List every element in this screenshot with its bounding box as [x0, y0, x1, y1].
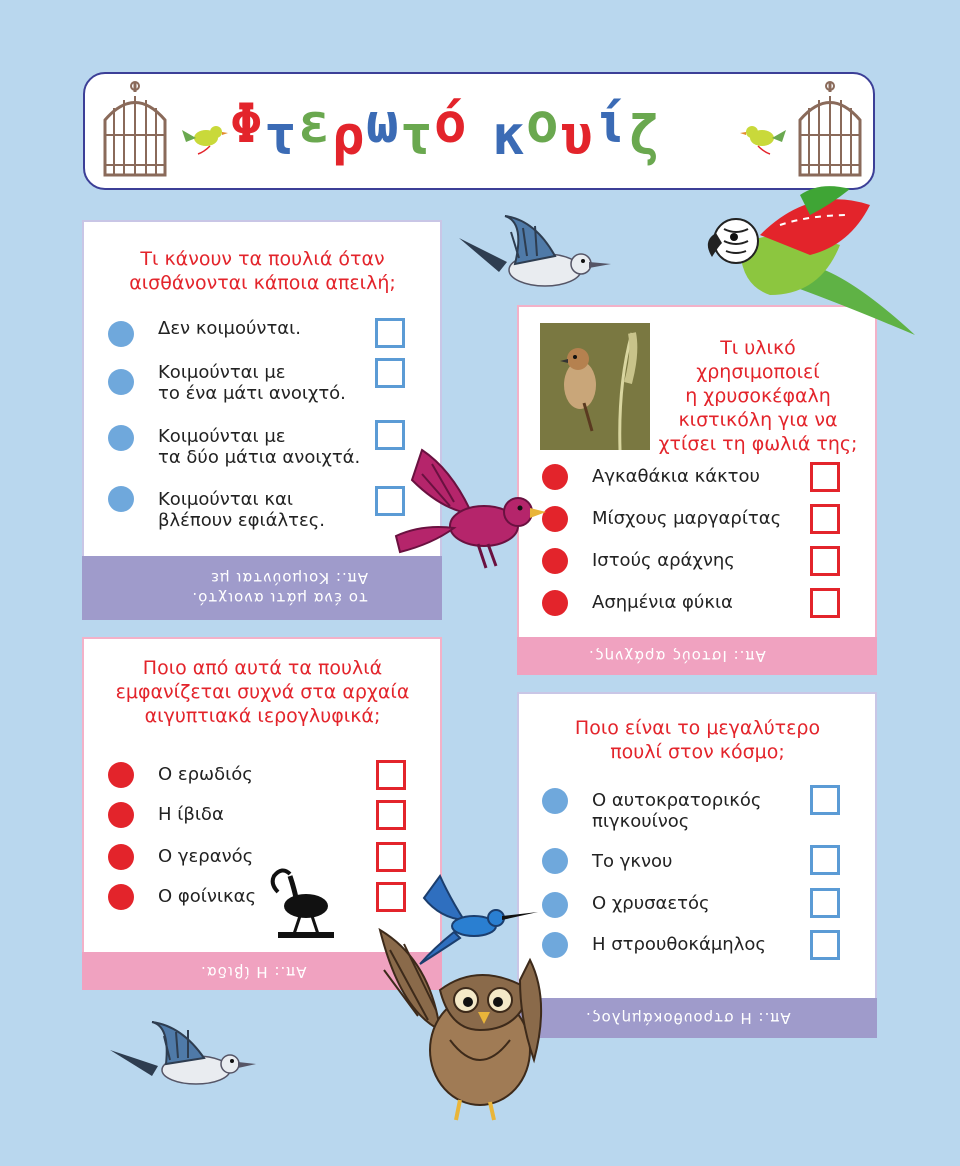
title-letter: ο	[526, 92, 559, 155]
option-bullet	[108, 884, 134, 910]
answer-text-upside-down: Απ.: Η στρουθοκάμηλος.	[585, 1009, 791, 1027]
option-bullet	[108, 321, 134, 347]
quiz-question-biggest-bird: Ποιο είναι το μεγαλύτερο πουλί στον κόσμο;	[574, 717, 821, 763]
bird-photo	[540, 323, 650, 450]
answer-checkbox[interactable]	[810, 888, 840, 918]
bird-cage-icon-right	[795, 80, 865, 180]
option-label: Ο γερανός	[158, 846, 254, 867]
option-label: Κοιμούνται με τα δύο μάτια ανοιχτά.	[158, 426, 361, 468]
title-letter: ρ	[332, 104, 365, 167]
answer-checkbox[interactable]	[810, 845, 840, 875]
option-bullet	[542, 892, 568, 918]
option-label: Ο αυτοκρατορικός πιγκουίνος	[592, 790, 762, 832]
quiz-question-nest: Τι υλικό χρησιμοποιεί η χρυσοκέφαλη κιστικόλη για να χτίσει τη φωλιά της;	[658, 337, 858, 455]
answer-checkbox[interactable]	[376, 882, 406, 912]
grey-blue-bird-icon	[455, 212, 615, 307]
answer-checkbox[interactable]	[810, 504, 840, 534]
answer-checkbox[interactable]	[810, 588, 840, 618]
title-letter: υ	[560, 104, 593, 167]
answer-checkbox[interactable]	[810, 462, 840, 492]
owl-icon	[370, 920, 560, 1125]
ibis-hieroglyph-icon	[268, 862, 340, 942]
option-bullet	[108, 762, 134, 788]
option-label: Ιστούς αράχνης	[592, 550, 735, 571]
option-label: Η στρουθοκάμηλος	[592, 934, 766, 955]
option-bullet	[542, 788, 568, 814]
option-bullet	[108, 369, 134, 395]
bird-cage-icon-left	[100, 80, 170, 180]
option-label: Αγκαθάκια κάκτου	[592, 466, 760, 487]
quiz-question-hieroglyphs: Ποιο από αυτά τα πουλιά εμφανίζεται συχνά στα αρχαία αιγυπτιακά ιερογλυφικά;	[115, 657, 410, 727]
option-bullet	[108, 486, 134, 512]
option-bullet	[108, 802, 134, 828]
option-label: Δεν κοιμούνται.	[158, 318, 301, 339]
option-bullet	[108, 844, 134, 870]
answer-text-upside-down: Απ.: Ιστούς αράχνης.	[588, 647, 766, 665]
answer-text-upside-down: το ένα μάτι ανοιχτό. Απ.: Κοιμούνται με	[191, 569, 368, 607]
title-letter: ζ	[628, 104, 661, 167]
answer-checkbox[interactable]	[376, 800, 406, 830]
small-bird-icon-left	[180, 118, 230, 158]
parrot-icon	[700, 185, 920, 345]
option-label: Μίσχους μαργαρίτας	[592, 508, 782, 529]
answer-checkbox[interactable]	[376, 842, 406, 872]
title-letter: τ	[400, 104, 433, 167]
option-label: Ο ερωδιός	[158, 764, 253, 785]
title-letter: τ	[264, 104, 297, 167]
quiz-question-sleep: Τι κάνουν τα πουλιά όταν αισθάνονται κάποια απειλή;	[129, 248, 396, 294]
title-letter: ό	[434, 92, 467, 155]
title-letter: κ	[492, 104, 525, 167]
magenta-bird-icon	[392, 440, 552, 580]
option-label: Το γκνου	[592, 851, 673, 872]
answer-checkbox[interactable]	[376, 760, 406, 790]
option-label: Κοιμούνται με το ένα μάτι ανοιχτό.	[158, 362, 346, 404]
title-letter: ε	[298, 92, 331, 155]
option-label: Ο φοίνικας	[158, 886, 257, 907]
answer-checkbox[interactable]	[375, 318, 405, 348]
option-label: Κοιμούνται και βλέπουν εφιάλτες.	[158, 489, 325, 531]
answer-checkbox[interactable]	[810, 930, 840, 960]
answer-checkbox[interactable]	[375, 358, 405, 388]
option-label: Ο χρυσαετός	[592, 893, 710, 914]
grey-blue-bird-icon-bottom	[108, 1020, 258, 1095]
answer-checkbox[interactable]	[810, 546, 840, 576]
answer-text-upside-down: Απ.: Η ίβιδα.	[200, 963, 307, 981]
option-bullet	[108, 425, 134, 451]
answer-checkbox[interactable]	[810, 785, 840, 815]
title-letter: ί	[594, 92, 627, 155]
option-label: Η ίβιδα	[158, 804, 224, 825]
page-title	[230, 92, 750, 182]
option-bullet	[542, 848, 568, 874]
option-label: Ασημένια φύκια	[592, 592, 733, 613]
title-letter: ω	[366, 92, 399, 155]
option-bullet	[542, 590, 568, 616]
title-letter: Φ	[230, 92, 263, 155]
